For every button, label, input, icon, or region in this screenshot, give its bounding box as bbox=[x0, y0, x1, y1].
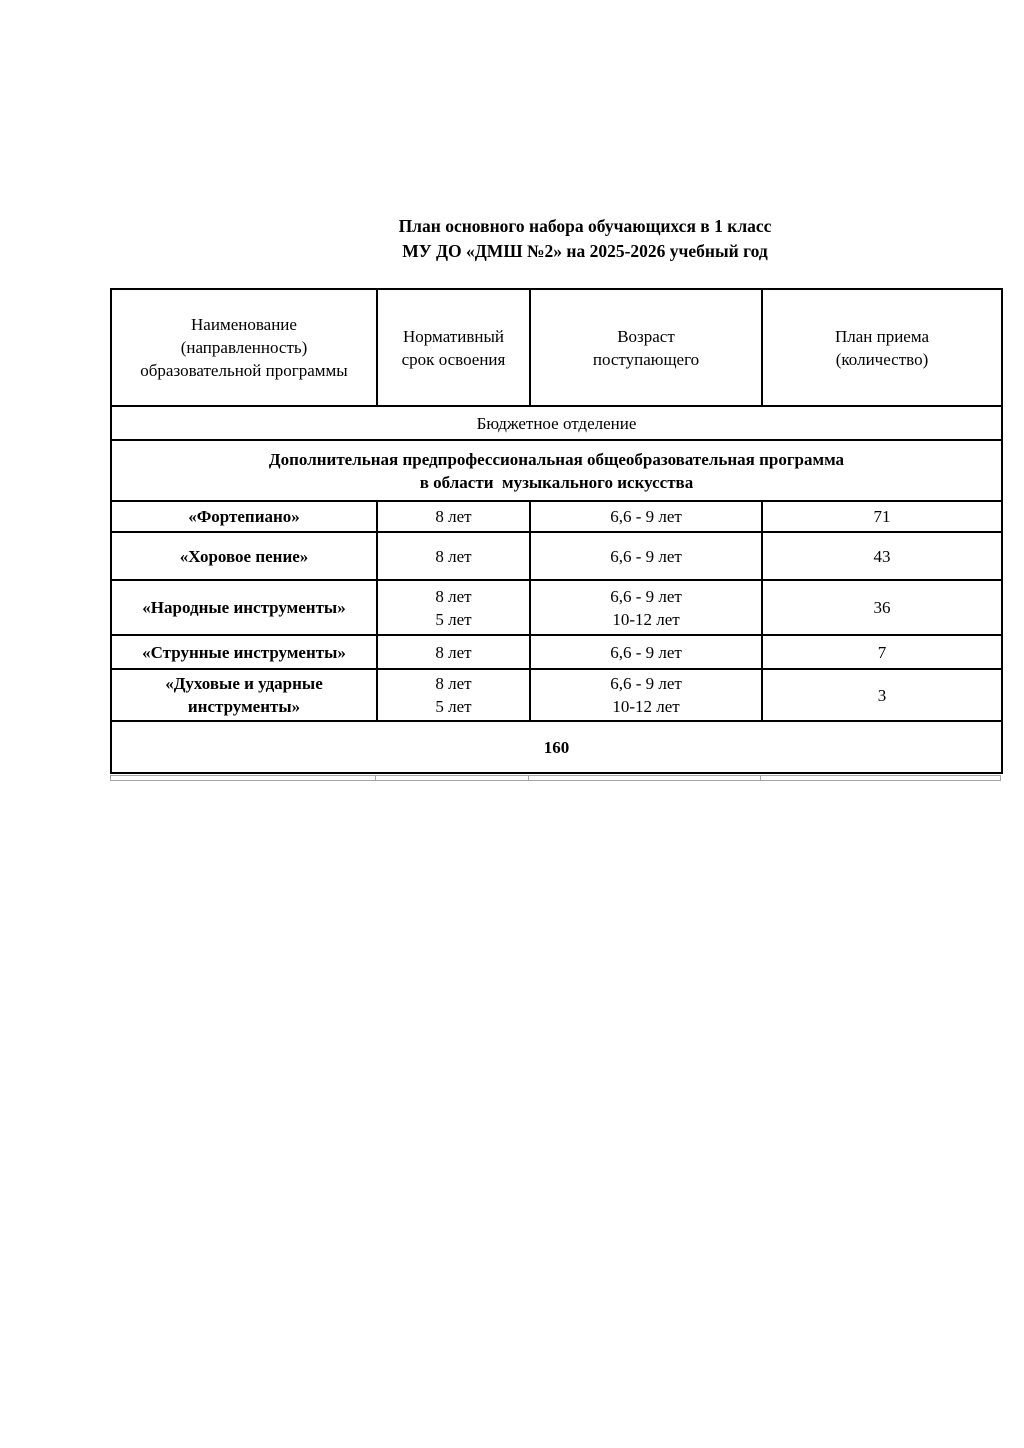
table-row-dukhovye-udarnye bbox=[111, 669, 1002, 721]
term-line-2: 5 лет bbox=[435, 609, 472, 629]
plan-value: 71 bbox=[762, 501, 1002, 532]
age-value: 6,6 - 9 лет bbox=[530, 635, 762, 669]
title-line-2: МУ ДО «ДМШ №2» на 2025-2026 учебный год bbox=[402, 241, 768, 261]
age-value bbox=[530, 580, 762, 635]
table-row-narodnye-instrumenty bbox=[111, 580, 1002, 635]
table-total-row bbox=[111, 721, 1002, 773]
ghost-grid-cell bbox=[528, 775, 761, 781]
term-line-1: 8 лет bbox=[435, 586, 472, 606]
table-row-fortepiano bbox=[111, 501, 1002, 532]
total-value: 160 bbox=[111, 721, 1002, 773]
age-value: 6,6 - 9 лет bbox=[530, 532, 762, 580]
admission-plan-table bbox=[110, 288, 1003, 774]
section-program-line-1: Дополнительная предпрофессиональная общеобразовательная программа bbox=[268, 449, 845, 469]
header-cell-term bbox=[377, 289, 530, 406]
section-row-department bbox=[111, 406, 1002, 440]
ghost-grid-cell bbox=[375, 775, 529, 781]
title-line-1: План основного набора обучающихся в 1 класс bbox=[398, 216, 772, 236]
term-value bbox=[377, 580, 530, 635]
table-row-strunnye-instrumenty bbox=[111, 635, 1002, 669]
header-cell-age bbox=[530, 289, 762, 406]
plan-value: 36 bbox=[762, 580, 1002, 635]
program-name: «Народные инструменты» bbox=[111, 580, 377, 635]
program-name: «Фортепиано» bbox=[111, 501, 377, 532]
table-header-row bbox=[111, 289, 1002, 406]
term-value: 8 лет bbox=[377, 532, 530, 580]
ghost-grid-cell bbox=[110, 775, 376, 781]
age-line-2: 10-12 лет bbox=[612, 697, 680, 716]
program-name: «Духовые и ударные инструменты» bbox=[111, 669, 377, 721]
header-program-line-3: образовательной программы bbox=[140, 361, 348, 380]
age-value: 6,6 - 9 лет bbox=[530, 501, 762, 532]
section-row-program-type bbox=[111, 440, 1002, 501]
plan-value: 7 bbox=[762, 635, 1002, 669]
plan-value: 43 bbox=[762, 532, 1002, 580]
program-name: «Струнные инструменты» bbox=[111, 635, 377, 669]
ghost-grid-cell bbox=[760, 775, 1001, 781]
header-age-line-1: Возраст bbox=[617, 326, 675, 346]
header-term-line-2: срок освоения bbox=[401, 349, 506, 369]
term-value bbox=[377, 669, 530, 721]
header-age-line-2: поступающего bbox=[592, 349, 700, 369]
term-value: 8 лет bbox=[377, 635, 530, 669]
age-line-1: 6,6 - 9 лет bbox=[610, 586, 682, 606]
header-program-line-1: Наименование bbox=[191, 315, 297, 334]
term-value: 8 лет bbox=[377, 501, 530, 532]
table-row-khorovoe-penie bbox=[111, 532, 1002, 580]
header-plan-line-1: План приема bbox=[834, 326, 930, 346]
document-title bbox=[140, 214, 1024, 264]
header-cell-program-name bbox=[111, 289, 377, 406]
section-program-type-label bbox=[111, 440, 1002, 501]
ghost-grid-row bbox=[110, 775, 1001, 781]
age-value bbox=[530, 669, 762, 721]
header-cell-plan bbox=[762, 289, 1002, 406]
program-name: «Хоровое пение» bbox=[111, 532, 377, 580]
header-program-line-2: (направленность) bbox=[180, 338, 308, 357]
term-line-1: 8 лет bbox=[435, 674, 472, 693]
header-plan-line-2: (количество) bbox=[835, 349, 929, 369]
section-program-line-2: в области музыкального искусства bbox=[419, 472, 694, 492]
term-line-2: 5 лет bbox=[435, 697, 472, 716]
plan-value: 3 bbox=[762, 669, 1002, 721]
admission-plan-table-wrap bbox=[110, 288, 1001, 781]
header-term-line-1: Нормативный bbox=[403, 326, 504, 346]
age-line-1: 6,6 - 9 лет bbox=[610, 674, 682, 693]
section-department-label: Бюджетное отделение bbox=[111, 406, 1002, 440]
age-line-2: 10-12 лет bbox=[612, 609, 680, 629]
